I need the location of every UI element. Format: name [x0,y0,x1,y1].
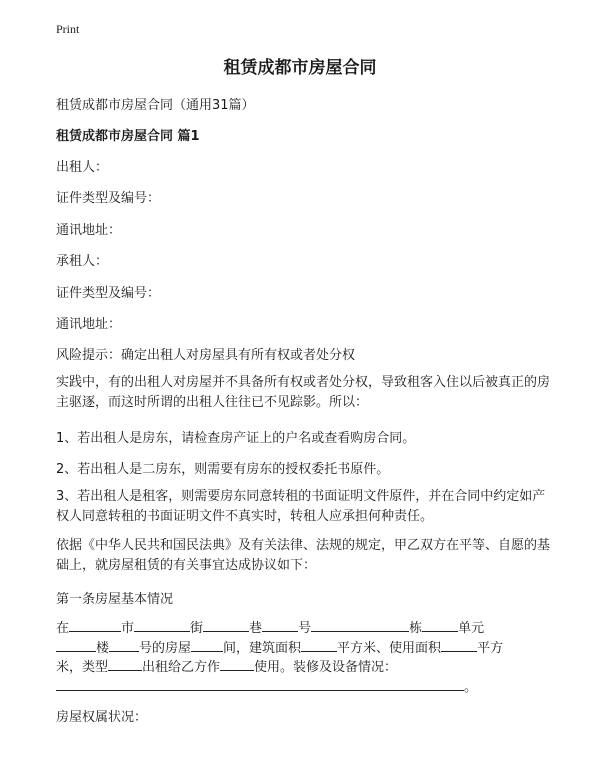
number-blank[interactable] [262,619,298,632]
label-lou: 楼 [96,641,110,656]
item-1: 1、若出租人是房东，请检查房产证上的户名或查看购房合同。 [56,431,416,446]
print-link[interactable]: Print [56,22,80,36]
label-danyuan: 单元 [458,621,485,636]
type-blank[interactable] [108,658,142,671]
label-shiyong: 平方米、使用面积 [337,641,442,656]
label-leixing: 米，类型 [56,660,109,675]
label-hao: 号 [298,621,312,636]
label-hao-de-fangwu: 号的房屋 [139,641,192,656]
end-mark: 。 [464,680,478,695]
room-number-blank[interactable] [109,639,139,652]
lessor-id-field: 证件类型及编号： [56,191,161,206]
lessee-address-field: 通讯地址： [56,317,122,332]
form-line-2 [56,637,503,656]
usable-area-blank[interactable] [441,639,477,652]
label-zhuangxiu: 使用。装修及设备情况： [254,660,398,675]
basis-paragraph: 依据《中华人民共和国民法典》及有关法律、法规的规定，甲乙双方在平等、自愿的基础上，就房屋租赁的有关事宜达成协议如下： [56,538,551,573]
label-chuzu: 出租给乙方作 [142,660,221,675]
label-zai: 在 [56,621,70,636]
building-blank[interactable] [311,619,409,632]
floor-blank[interactable] [56,639,96,652]
lessee-field: 承租人： [56,254,109,269]
label-jianzhu: 间，建筑面积 [223,641,302,656]
form-line-3 [56,656,397,675]
lessor-address-field: 通讯地址： [56,223,122,238]
unit-blank[interactable] [422,619,458,632]
form-line-4 [56,676,477,695]
lane-blank[interactable] [203,619,249,632]
ownership-field: 房屋权属状况： [56,710,148,725]
document-title: 租赁成都市房屋合同 [223,58,377,78]
building-area-blank[interactable] [301,639,337,652]
equipment-blank[interactable] [56,678,464,691]
street-blank[interactable] [134,619,190,632]
label-xiang: 巷 [249,621,263,636]
section-heading: 租赁成都市房屋合同 篇1 [56,129,200,144]
label-jie: 街 [190,621,204,636]
risk-notice: 风险提示：确定出租人对房屋具有所有权或者处分权 [56,348,356,363]
form-line-1 [56,617,484,636]
article1-title: 第一条房屋基本情况 [56,592,174,607]
document-subtitle: 租赁成都市房屋合同（通用31篇） [56,98,255,113]
room-count-blank[interactable] [191,639,223,652]
label-pingfang: 平方 [477,641,504,656]
item-2: 2、若出租人是二房东，则需要有房东的授权委托书原件。 [56,462,390,477]
lessee-id-field: 证件类型及编号： [56,286,161,301]
practice-paragraph: 实践中，有的出租人对房屋并不具备所有权或者处分权，导致租客入住以后被真正的房主驱逐，而这时所谓的出租人往往已不见踪影。所以： [56,375,551,410]
purpose-blank[interactable] [220,658,254,671]
city-blank[interactable] [69,619,121,632]
label-dong: 栋 [409,621,423,636]
lessor-field: 出租人： [56,160,109,175]
item-3: 3、若出租人是租客，则需要房东同意转租的书面证明文件原件，并在合同中约定如产权人同意转租的书面证明文件不真实时，转租人应承担何种责任。 [56,489,546,524]
label-shi: 市 [121,621,135,636]
